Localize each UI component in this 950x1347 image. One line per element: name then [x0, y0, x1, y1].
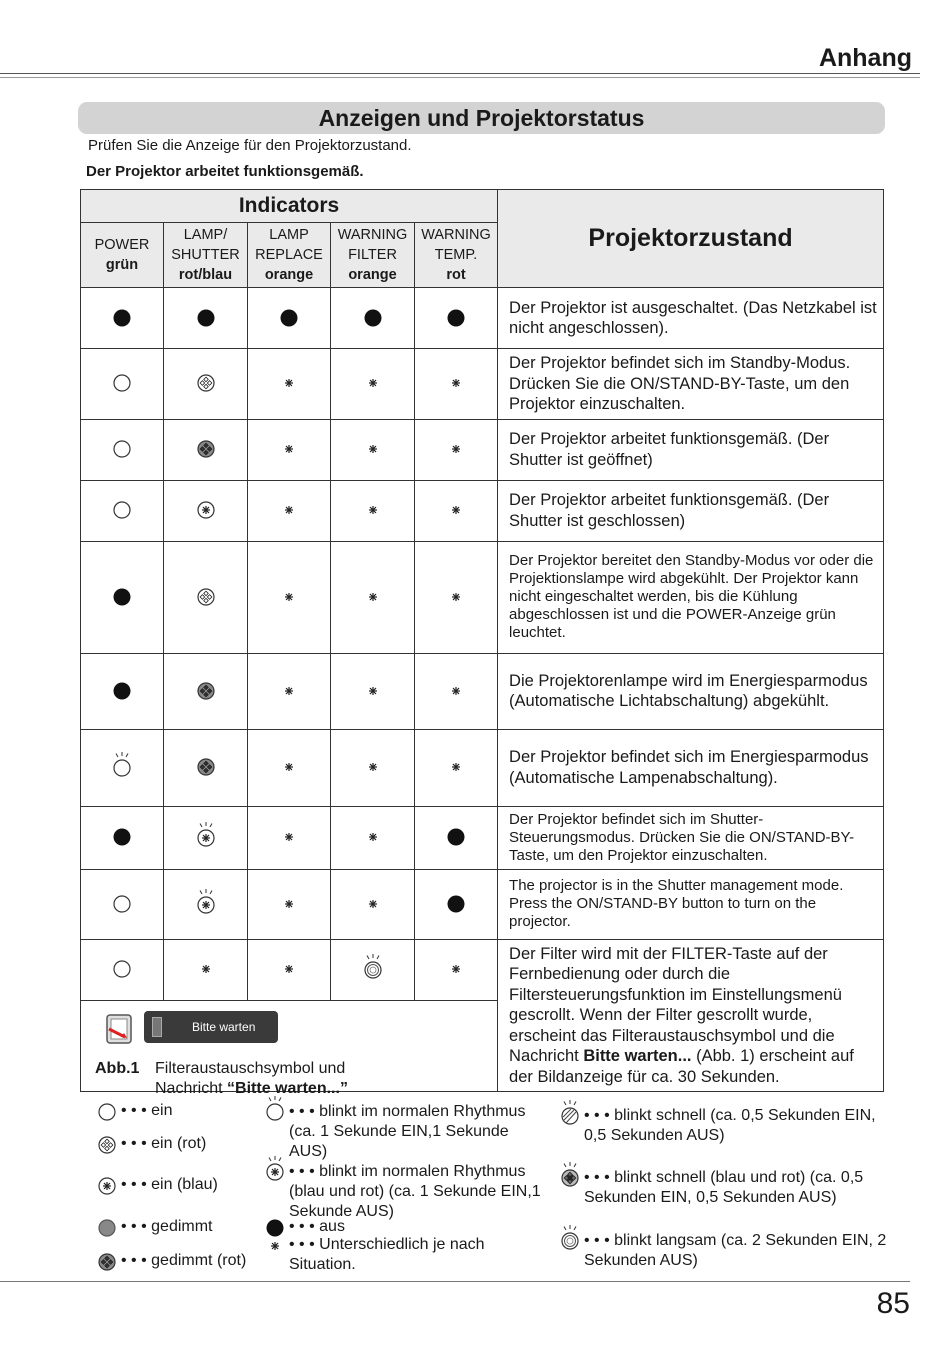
varies-icon [274, 674, 304, 709]
indicator-cell [331, 939, 415, 1000]
intro-text: Prüfen Sie die Anzeige für den Projektorzustand. [88, 137, 412, 154]
on-icon [92, 1095, 122, 1131]
intro-subtitle: Der Projektor arbeitet funktionsgemäß. [86, 163, 364, 180]
figure-caption [95, 1059, 348, 1099]
wait-message-box [144, 1011, 278, 1043]
indicator-cell [81, 869, 164, 939]
status-header: Projektorzustand [498, 190, 884, 288]
dim-icon [92, 1211, 122, 1247]
status-text: Der Projektor befindet sich im Shutter-Steuerungsmodus. Drücken Sie die ON/STAND-BY-Taste, um den Projektor einzuschalten. [498, 806, 884, 869]
off-icon [358, 301, 388, 336]
indicator-cell [248, 653, 331, 729]
status-part: Bitte warten... [583, 1047, 692, 1065]
varies-icon [191, 952, 221, 987]
figure-caption-line1: Filteraustauschsymbol und [155, 1059, 346, 1077]
on-icon [107, 432, 137, 467]
column-header-4 [331, 223, 415, 288]
column-name: LAMP REPLACE [255, 227, 323, 263]
blink-slow-icon [555, 1223, 585, 1259]
blink-normal-icon [260, 1094, 290, 1130]
varies-icon [358, 820, 388, 855]
varies-icon [274, 750, 304, 785]
indicator-cell [81, 349, 164, 420]
legend-text: • • • blinkt im normalen Rhythmus (blau und rot) (ca. 1 Sekunde EIN,1 Sekunde AUS) [289, 1163, 541, 1220]
indicator-cell [164, 480, 248, 541]
off-icon [107, 580, 137, 615]
status-text: Der Projektor befindet sich im Standby-Modus. Drücken Sie die ON/STAND-BY-Taste, um den Projektor einzuschalten. [498, 349, 884, 420]
varies-icon [274, 366, 304, 401]
indicator-cell [331, 806, 415, 869]
table-row [81, 288, 884, 349]
wait-indicator-icon [152, 1017, 162, 1037]
varies-icon [274, 820, 304, 855]
column-header-2 [164, 223, 248, 288]
blink-normal-icon [107, 750, 137, 785]
indicator-cell [331, 653, 415, 729]
indicator-cell [415, 288, 498, 349]
off-icon [107, 674, 137, 709]
status-text: Die Projektorenlampe wird im Energiesparmodus (Automatische Lichtabschaltung) abgekühlt. [498, 653, 884, 729]
table-row [81, 653, 884, 729]
on-blue-icon [92, 1169, 122, 1205]
indicator-cell [164, 939, 248, 1000]
status-text [498, 939, 884, 1092]
legend-text: • • • blinkt langsam (ca. 2 Sekunden EIN, 2 Sekunden AUS) [584, 1232, 887, 1269]
column-header-3 [248, 223, 331, 288]
varies-icon [441, 366, 471, 401]
indicator-cell [81, 541, 164, 653]
column-color: rot [446, 267, 466, 283]
column-color: grün [105, 257, 139, 273]
table-row [81, 349, 884, 420]
indicator-cell [248, 480, 331, 541]
varies-icon [274, 887, 304, 922]
figure-label: Abb.1 [95, 1059, 140, 1077]
on-icon [107, 366, 137, 401]
status-text: Der Projektor bereitet den Standby-Modus vor oder die Projektionslampe wird abgekühlt. Der Projektor kann nicht eingeschaltet werden, bis die Kühlung abgeschlossen ist und die POWER-Anzeige grün leuchtet. [498, 541, 884, 653]
dim-red-icon [92, 1245, 122, 1281]
status-text: The projector is in the Shutter management mode. Press the ON/STAND-BY button to turn on the projector. [498, 869, 884, 939]
header-rule-thin [0, 77, 920, 78]
varies-icon [358, 493, 388, 528]
indicator-cell [415, 480, 498, 541]
table-row [81, 869, 884, 939]
indicator-cell [415, 541, 498, 653]
indicator-cell [164, 869, 248, 939]
header-rule [0, 73, 920, 74]
indicator-cell [415, 729, 498, 806]
figure-caption-line2: Nachricht [155, 1079, 228, 1097]
legend-text: • • • aus [289, 1218, 345, 1235]
varies-icon [274, 432, 304, 467]
indicator-cell [331, 349, 415, 420]
column-header-1 [81, 223, 164, 288]
blink-blue-icon [191, 820, 221, 855]
blink-fast-bluered-icon [555, 1160, 585, 1196]
varies-icon [441, 952, 471, 987]
section-header: Anhang [818, 44, 912, 72]
table-row [81, 480, 884, 541]
indicator-cell [248, 541, 331, 653]
legend-text: • • • Unterschiedlich je nach Situation. [289, 1236, 485, 1273]
indicator-table [80, 189, 884, 1097]
status-text: Der Projektor befindet sich im Energiesparmodus (Automatische Lampenabschaltung). [498, 729, 884, 806]
column-color: rot/blau [178, 267, 233, 283]
indicator-cell [331, 869, 415, 939]
column-color: orange [348, 267, 397, 283]
figure-caption-bold: “Bitte warten...” [227, 1079, 348, 1097]
off-icon [107, 820, 137, 855]
status-text: Der Projektor ist ausgeschaltet. (Das Netzkabel ist nicht angeschlossen). [498, 288, 884, 349]
table-row [81, 729, 884, 806]
table-row [81, 541, 884, 653]
indicator-cell [415, 869, 498, 939]
varies-icon [358, 432, 388, 467]
legend-text: • • • blinkt im normalen Rhythmus (ca. 1 Sekunde EIN,1 Sekunde AUS) [289, 1103, 526, 1160]
indicator-cell [248, 806, 331, 869]
table-row [81, 419, 884, 480]
legend-text: • • • gedimmt (rot) [121, 1252, 247, 1269]
indicator-cell [164, 541, 248, 653]
column-name: LAMP/ SHUTTER [171, 227, 240, 263]
indicator-cell [164, 729, 248, 806]
indicator-cell [81, 806, 164, 869]
indicator-cell [164, 806, 248, 869]
indicator-cell [331, 541, 415, 653]
blink-fast-icon [555, 1098, 585, 1134]
legend-text: • • • gedimmt [121, 1218, 213, 1235]
varies-icon [441, 493, 471, 528]
column-color: orange [264, 267, 314, 283]
on-blue-icon [191, 493, 221, 528]
on-red-icon [191, 366, 221, 401]
table-row [81, 939, 884, 1000]
varies-icon [441, 750, 471, 785]
indicator-cell [415, 653, 498, 729]
on-red-icon [191, 580, 221, 615]
indicator-cell [81, 288, 164, 349]
indicator-cell [415, 806, 498, 869]
dim-red-icon [191, 674, 221, 709]
varies-icon [274, 952, 304, 987]
on-red-icon [92, 1128, 122, 1164]
dim-red-icon [191, 432, 221, 467]
indicator-cell [81, 939, 164, 1000]
page-title: Anzeigen und Projektorstatus [78, 102, 885, 134]
status-part: Der Filter wird mit der FILTER-Taste auf der Fernbedienung oder durch die Filtersteuerungsfunktion im Einstellungsmenü gescrollt. Wenn der Filter gescrollt wurde, erscheint das Filteraustauschsymbol und die Nachricht [509, 944, 842, 1065]
indicator-cell [164, 419, 248, 480]
indicator-cell [331, 288, 415, 349]
indicator-cell [248, 349, 331, 420]
indicator-cell [415, 419, 498, 480]
off-icon [274, 301, 304, 336]
legend-text: • • • ein (blau) [121, 1176, 218, 1193]
column-name: WARNING FILTER [337, 227, 408, 263]
off-icon [441, 301, 471, 336]
varies-icon [441, 674, 471, 709]
indicator-cell [81, 729, 164, 806]
legend-text: • • • ein [121, 1102, 173, 1119]
off-icon [441, 820, 471, 855]
indicator-cell [164, 653, 248, 729]
varies-icon [358, 674, 388, 709]
varies-icon [358, 887, 388, 922]
footer-rule [0, 1281, 910, 1282]
indicator-cell [248, 729, 331, 806]
indicator-cell [415, 349, 498, 420]
indicator-cell [81, 480, 164, 541]
varies-icon [358, 750, 388, 785]
indicator-cell [81, 419, 164, 480]
indicator-cell [331, 419, 415, 480]
column-name: WARNING TEMP. [421, 227, 491, 263]
varies-icon [274, 493, 304, 528]
varies-icon [441, 580, 471, 615]
indicator-cell [248, 939, 331, 1000]
indicator-cell [164, 288, 248, 349]
blink-blue-icon [191, 887, 221, 922]
indicator-cell [164, 349, 248, 420]
varies-icon [358, 580, 388, 615]
indicator-cell [415, 939, 498, 1000]
filter-icon [103, 1011, 137, 1052]
varies-icon [274, 580, 304, 615]
indicator-cell [331, 729, 415, 806]
on-icon [107, 493, 137, 528]
on-icon [107, 887, 137, 922]
varies-icon [441, 432, 471, 467]
indicator-cell [248, 869, 331, 939]
varies-icon [358, 366, 388, 401]
legend-text: • • • ein (rot) [121, 1135, 207, 1152]
blink-blue-icon [260, 1154, 290, 1190]
off-icon [191, 301, 221, 336]
status-part: (Abb. 1) erscheint auf der Bildanzeige für ca. 30 Sekunden. [509, 1047, 854, 1086]
status-text: Der Projektor arbeitet funktionsgemäß. (Der Shutter ist geöffnet) [498, 419, 884, 480]
figure-cell [81, 1000, 498, 1097]
off-icon [441, 887, 471, 922]
indicator-cell [81, 653, 164, 729]
page-number: 85 [876, 1287, 910, 1320]
indicator-cell [331, 480, 415, 541]
indicators-header: Indicators [81, 190, 498, 223]
status-text: Der Projektor arbeitet funktionsgemäß. (Der Shutter ist geschlossen) [498, 480, 884, 541]
off-icon [107, 301, 137, 336]
dim-red-icon [191, 750, 221, 785]
table-row [81, 806, 884, 869]
legend-text: • • • blinkt schnell (blau und rot) (ca. 0,5 Sekunden EIN, 0,5 Sekunden AUS) [584, 1169, 864, 1206]
wait-message: Bitte warten [192, 1019, 256, 1034]
varies-icon [260, 1229, 290, 1265]
indicator-cell [248, 288, 331, 349]
indicator-cell [248, 419, 331, 480]
on-icon [107, 952, 137, 987]
column-name: POWER [94, 237, 150, 253]
legend-text: • • • blinkt schnell (ca. 0,5 Sekunden EIN, 0,5 Sekunden AUS) [584, 1107, 876, 1144]
blink-slow-icon [358, 952, 388, 987]
column-header-5 [415, 223, 498, 288]
